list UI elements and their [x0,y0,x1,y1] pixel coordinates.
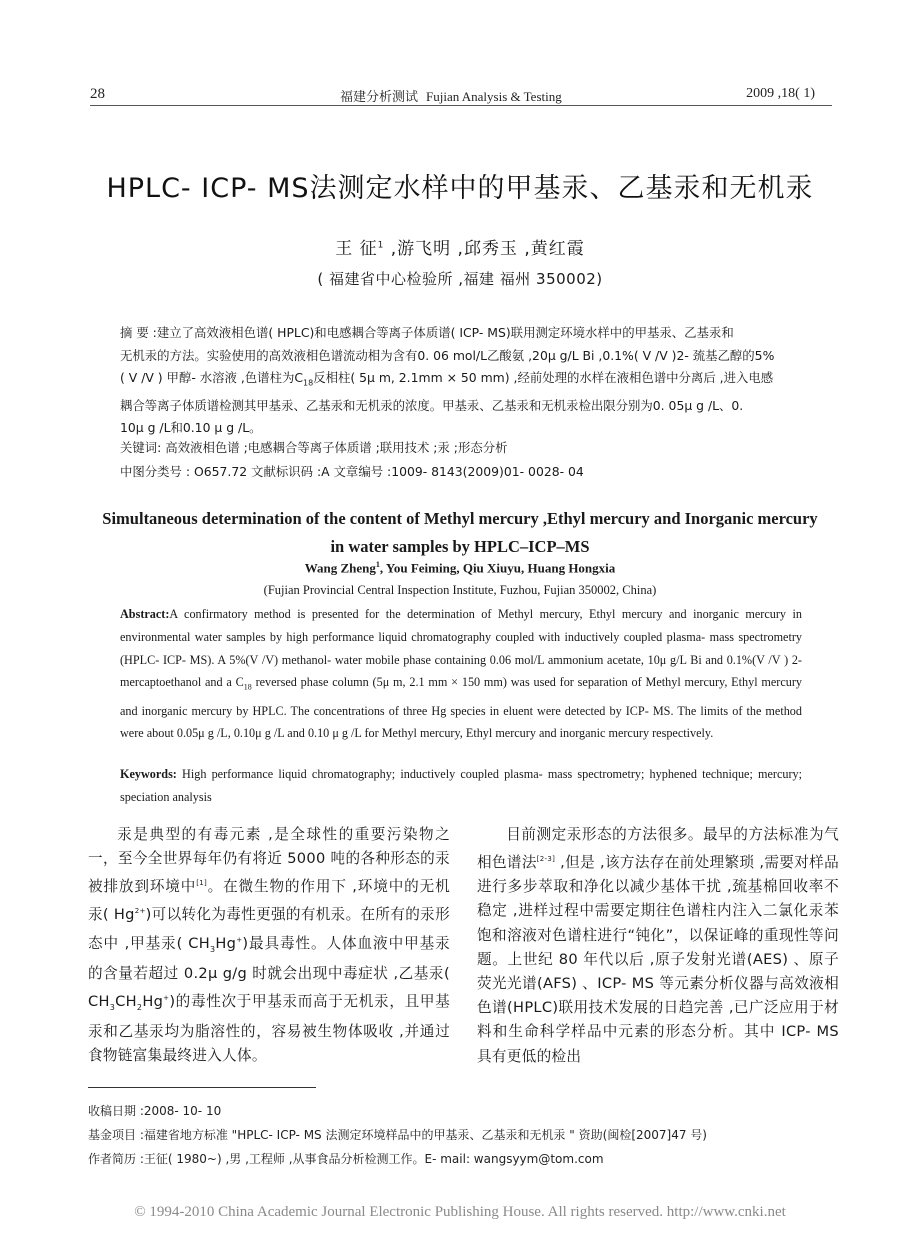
citation: [1] [196,879,208,888]
issue-info: 2009 ,18( 1) [746,86,815,101]
authors-cn [0,234,920,259]
body-paragraph [477,823,839,1069]
title-en: Simultaneous determination of the content of Methyl mercury ,Ethyl mercury and Inorganic mercury in water samples by HPLC–ICP–MS [102,509,818,556]
copyright-line: © 1994-2010 China Academic Journal Electronic Publishing House. All rights reserved. http://www.cnki.net [134,1204,786,1220]
body-text: )的毒性次于甲基汞而高于无机汞，且甲基汞和乙基汞均为脂溶性的，容易被生物体吸收 ,并通过食物链富集最终进入人体。 [88,992,450,1064]
running-header-journal [340,86,620,105]
subscript: 2 [136,1002,143,1012]
page-number: 28 [90,86,105,102]
body-text: )最具毒性。人体血液中甲基汞的含量若超过 0.2μ g/g 时就会出现中毒症状 ,乙基汞( CH [88,934,450,1010]
abstract-cn-line: 耦合等离子体质谱检测其甲基汞、乙基汞和无机汞的浓度。甲基汞、乙基汞和无机汞检出限分别为0. 05μ g /L、0. [120,397,744,413]
affiliation-cn: ( 福建省中心检验所 ,福建 福州 350002) [317,270,603,288]
citation: [2-3] [536,855,556,864]
keywords-en-label: Keywords: [120,767,177,781]
body-text: CH [115,992,137,1010]
superscript: + [236,935,243,944]
header-rule [90,105,832,106]
keywords-cn-label: 关键词: [120,440,162,455]
abstract-cn [120,322,805,440]
footnote-fund: 基金项目 :福建省地方标准 "HPLC- ICP- MS 法测定环境样品中的甲基汞、乙基汞和无机汞 " 资助(闽检[2007]47 号) [88,1128,707,1142]
body-paragraph [88,823,450,1068]
abstract-en-text: A confirmatory method is presented for the determination of Methyl mercury, Ethyl mercury and inorganic mercury in environmental water samples by high performance liquid chromatography coupled with inductively coupled plasma- mass spectrometry (HPLC- ICP- MS). A 5%(V /V) methanol- water mobile phase containing 0.06 mol/L ammonium acetate, 10μ g/L Bi and 0.1%(V /V ) 2- mercaptoethanol and a C [120,607,802,690]
body-text: )可以转化为毒性更强的有机汞。在所有的汞形态中 ,甲基汞( CH [88,906,450,952]
body-text: 目前测定汞形态的方法很多。最早的方法标准为气相色谱法 [477,826,839,872]
affiliation-en: (Fujian Provincial Central Inspection Institute, Fuzhou, Fujian 350002, China) [263,583,657,597]
abstract-cn-line: ( V /V ) 甲醇- 水溶液 ,色谱柱为C [120,370,304,385]
superscript: 2+ [134,907,146,916]
subscript: 18 [303,378,314,388]
body-text: ,但是 ,该方法存在前处理繁琐 ,需要对样品进行多步萃取和净化以减少基体干扰 ,巯基棉回收率不稳定 ,进样过程中需要定期往色谱柱内注入二氯化汞苯饱和溶液对色谱柱进行“钝化”，以保证峰的重现性等问题。上世纪 80 年代以后 ,原子发射光谱(AES) 、原子荧光光谱(AFS) 、ICP- MS 等元素分析仪器与高效液相色谱(HPLC)联用技术发展的日趋完善 ,已广泛应用于材料和生命科学样品中元素的形态分析。其中 ICP- MS 具有更低的检出 [477,854,839,1065]
footnote-received: 收稿日期 :2008- 10- 10 [88,1104,222,1118]
journal-name-cn: 福建分析测试 [340,90,419,105]
abstract-en [120,603,802,745]
first-author-cn: 王 征 [335,239,378,259]
abstract-cn-line: 10μ g /L和0.10 μ g /L。 [120,420,262,436]
body-text: 汞是典型的有毒元素 ,是全球性的重要污染物之一，至今全世界每年仍有将近 5000 吨的各种形态的汞被排放到环境中 [88,826,450,896]
subscript: 3 [109,1002,116,1012]
abstract-cn-line: 建立了高效液相色谱( HPLC)和电感耦合等离子体质谱( ICP- MS)联用测定环境水样中的甲基汞、乙基汞和 [156,325,734,340]
keywords-cn [120,438,805,458]
subscript: 3 [209,944,216,954]
first-author-en: Wang Zheng [304,560,376,576]
journal-name-en: Fujian Analysis & Testing [426,89,562,104]
body-left-column [88,823,450,1068]
abstract-en-text: reversed phase column (5μ m, 2.1 mm × 150 mm) was used for separation of Methyl mercury, Ethyl mercury and inorganic mercury by HPLC. The concentrations of three Hg species in eluent were detected by ICP- MS. The limits of the method were about 0.05μ g /L, 0.10μ g /L and 0.10 μ g /L for Methyl mercury, Ethyl mercury and inorganic mercury respectively. [120,675,802,741]
superscript: + [163,993,170,1002]
author-affil-mark-en: 1 [375,560,380,569]
abstract-cn-label: 摘 要 : [120,325,157,340]
other-authors-en: , You Feiming, Qiu Xiuyu, Huang Hongxia [379,560,616,576]
subscript: 18 [243,682,252,692]
abstract-cn-line: 反相柱( 5μ m, 2.1mm × 50 mm) ,经前处理的水样在液相色谱中分离后 ,进入电感 [313,370,774,385]
footnote-author-bio: 作者简历 :王征( 1980~) ,男 ,工程师 ,从事食品分析检测工作。E- mail: wangsyym@tom.com [88,1152,604,1166]
title-cn: HPLC- ICP- MS法测定水样中的甲基汞、乙基汞和无机汞 [106,173,814,204]
abstract-cn-line: 无机汞的方法。实验使用的高效液相色谱流动相为含有0. 06 mol/L乙酸氨 ,20μ g/L Bi ,0.1%( V /V )2- 巯基乙醇的5% [120,347,775,363]
body-text: 。在微生物的作用下 ,环境中的无机汞( Hg [88,878,450,924]
authors-en [0,560,920,576]
keywords-en-text: High performance liquid chromatography; inductively coupled plasma- mass spectrometry; hyphened technique; mercury; speciation analysis [120,767,802,804]
abstract-en-label: Abstract: [120,607,170,621]
body-text: Hg [215,934,237,952]
keywords-cn-text: 高效液相色谱 ;电感耦合等离子体质谱 ;联用技术 ;汞 ;形态分析 [161,440,508,455]
body-right-column [477,823,839,1069]
other-authors-cn: ,游飞明 ,邱秀玉 ,黄红霞 [384,239,585,259]
body-text: Hg [142,992,164,1010]
author-affil-mark-cn: 1 [377,240,385,251]
footnote-rule [88,1087,316,1088]
keywords-en [120,763,802,809]
classification-cn: 中图分类号 : O657.72 文献标识码 :A 文章编号 :1009- 8143(2009)01- 0028- 04 [120,464,584,479]
